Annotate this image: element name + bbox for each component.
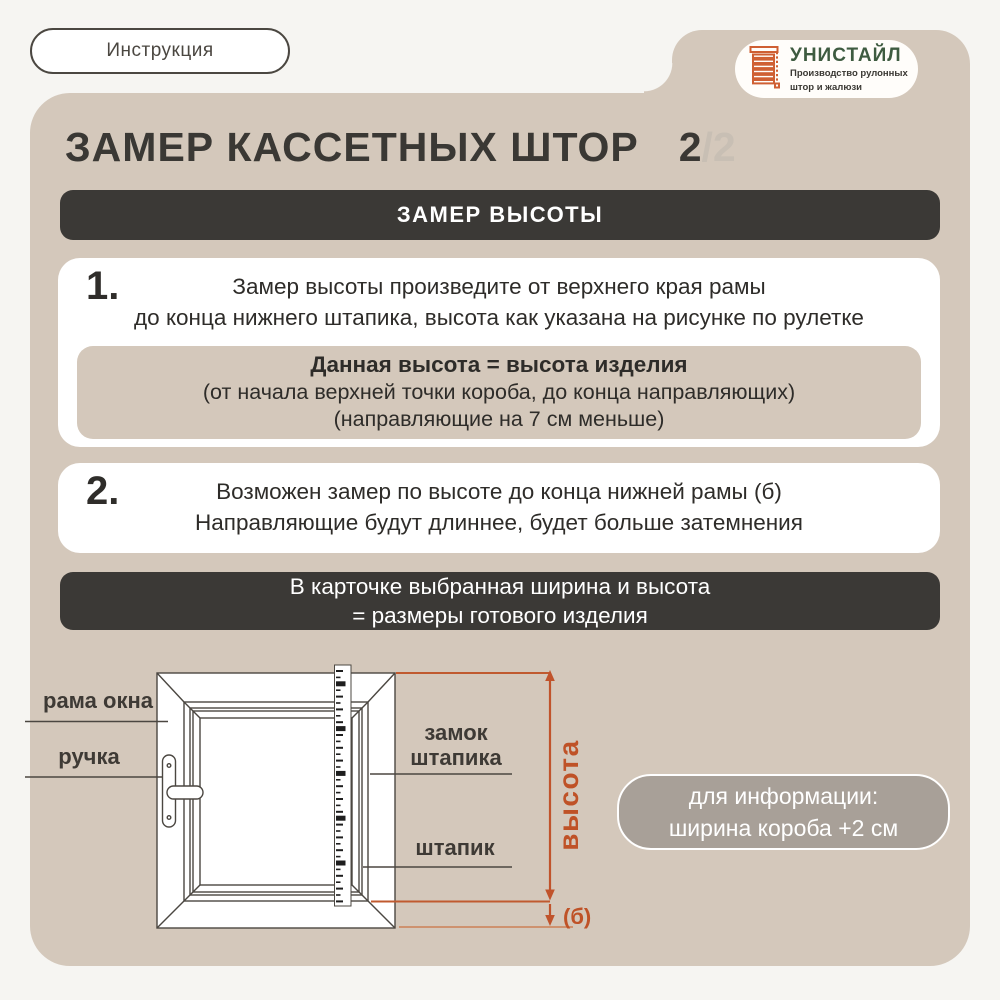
logo-tagline-line2: штор и жалюзи [790, 81, 863, 93]
window-measurement-diagram [0, 648, 660, 960]
label-bead-lock-line2: штапика [410, 745, 502, 770]
height-measurement-arrow [371, 670, 573, 927]
label-window-frame: рама окна [43, 688, 153, 713]
page-counter-current: 2 [678, 124, 702, 170]
logo-company-name: УНИСТАЙЛ [790, 44, 902, 66]
window-drawing [157, 673, 395, 928]
info-box-line2: ширина короба +2 см [668, 815, 899, 841]
page-counter-rest: /2 [701, 124, 736, 170]
label-b-variant: (б) [563, 904, 592, 929]
step-2-card [58, 463, 940, 553]
instruction-badge [30, 28, 290, 74]
step-1-note-bold: Данная высота = высота изделия [310, 352, 688, 377]
section-header-height-label: ЗАМЕР ВЫСОТЫ [396, 202, 604, 227]
tape-measure [335, 665, 352, 906]
info-box [617, 774, 950, 850]
blinds-logo-icon [749, 45, 783, 94]
label-bead: штапик [415, 835, 495, 860]
result-banner-line1: В карточке выбранная ширина и высота [289, 574, 711, 599]
logo-tab-fillet [644, 63, 673, 93]
step-1-note-box [77, 346, 921, 439]
result-banner-line2: = размеры готового изделия [352, 603, 648, 628]
result-banner [60, 572, 940, 630]
step-2-line1: Возможен замер по высоте до конца нижней рамы (б) [216, 479, 782, 504]
section-header-height [60, 190, 940, 240]
page-title [65, 124, 736, 171]
logo-tagline-line1: Производство рулонных [790, 67, 908, 79]
step-1-line2: до конца нижнего штапика, высота как указана на рисунке по рулетке [134, 305, 864, 330]
company-logo [735, 40, 918, 98]
step-1-number: 1. [86, 264, 120, 308]
label-handle: ручка [58, 744, 120, 769]
label-bead-lock-line1: замок [424, 720, 488, 745]
step-2-line2: Направляющие будут длиннее, будет больше затемнения [195, 510, 803, 535]
step-1-line1: Замер высоты произведите от верхнего края рамы [232, 274, 766, 299]
page-title-text: ЗАМЕР КАССЕТНЫХ ШТОР [65, 124, 639, 170]
logo-text [790, 46, 908, 93]
instruction-badge-label: Инструкция [106, 40, 214, 61]
info-box-line1: для информации: [688, 783, 879, 809]
step-1-note-line2: (от начала верхней точки короба, до конца направляющих) [202, 380, 796, 404]
label-height: высота [553, 739, 584, 851]
step-2-number: 2. [86, 469, 120, 513]
page-counter [679, 124, 736, 171]
step-1-note-line3: (направляющие на 7 см меньше) [333, 407, 665, 431]
step-1-card [58, 258, 940, 447]
